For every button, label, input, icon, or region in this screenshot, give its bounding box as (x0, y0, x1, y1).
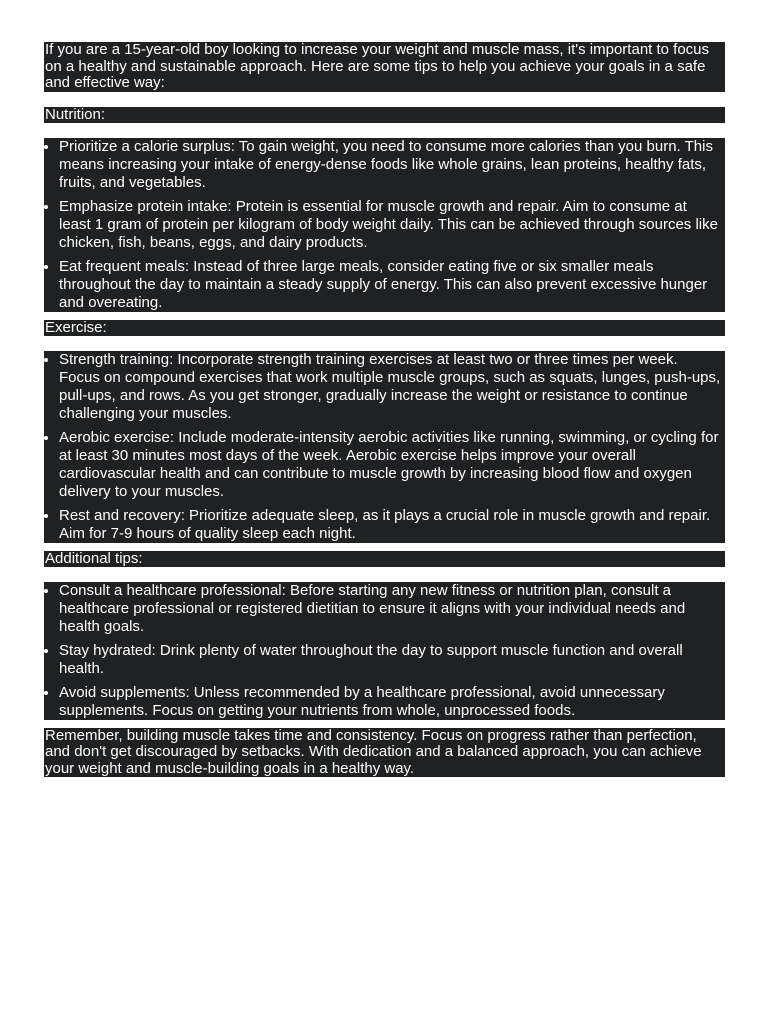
list-item: Prioritize a calorie surplus: To gain weight, you need to consume more calories than you burn. This means increasing your intake of energy-dense foods like whole grains, lean proteins, healthy fats, fruits, and vegetables. (44, 138, 721, 192)
list-item: Avoid supplements: Unless recommended by a healthcare professional, avoid unnecessary supplements. Focus on getting your nutrients from whole, unprocessed foods. (44, 684, 721, 720)
list-item: Rest and recovery: Prioritize adequate sleep, as it plays a crucial role in muscle growth and repair. Aim for 7-9 hours of quality sleep each night. (44, 507, 721, 543)
intro-paragraph: If you are a 15-year-old boy looking to increase your weight and muscle mass, it's important to focus on a healthy and sustainable approach. Here are some tips to help you achieve your goals in a safe and effective way: (44, 42, 725, 92)
additional-tips-heading: Additional tips: (44, 551, 725, 567)
list-item: Aerobic exercise: Include moderate-intensity aerobic activities like running, swimming, or cycling for at least 30 minutes most days of the week. Aerobic exercise helps improve your overall cardiovascular health and can contribute to muscle growth by increasing blood flow and oxygen delivery to your muscles. (44, 429, 721, 501)
exercise-heading: Exercise: (44, 320, 725, 336)
list-item: Strength training: Incorporate strength training exercises at least two or three times per week. Focus on compound exercises that work multiple muscle groups, such as squats, lunges, push-ups, pull-ups, and rows. As you get stronger, gradually increase the weight or resistance to continue challenging your muscles. (44, 351, 721, 423)
closing-paragraph: Remember, building muscle takes time and consistency. Focus on progress rather than perfection, and don't get discouraged by setbacks. With dedication and a balanced approach, you can achieve your weight and muscle-building goals in a healthy way. (44, 728, 725, 778)
additional-tips-list (44, 582, 725, 720)
list-item: Stay hydrated: Drink plenty of water throughout the day to support muscle function and overall health. (44, 642, 721, 678)
list-item: Emphasize protein intake: Protein is essential for muscle growth and repair. Aim to consume at least 1 gram of protein per kilogram of body weight daily. This can be achieved through sources like chicken, fish, beans, eggs, and dairy products. (44, 198, 721, 252)
document-page (44, 42, 725, 777)
nutrition-list (44, 138, 725, 312)
list-item: Consult a healthcare professional: Before starting any new fitness or nutrition plan, consult a healthcare professional or registered dietitian to ensure it aligns with your individual needs and health goals. (44, 582, 721, 636)
nutrition-heading: Nutrition: (44, 107, 725, 123)
exercise-list (44, 351, 725, 543)
list-item: Eat frequent meals: Instead of three large meals, consider eating five or six smaller meals throughout the day to maintain a steady supply of energy. This can also prevent excessive hunger and overeating. (44, 258, 721, 312)
